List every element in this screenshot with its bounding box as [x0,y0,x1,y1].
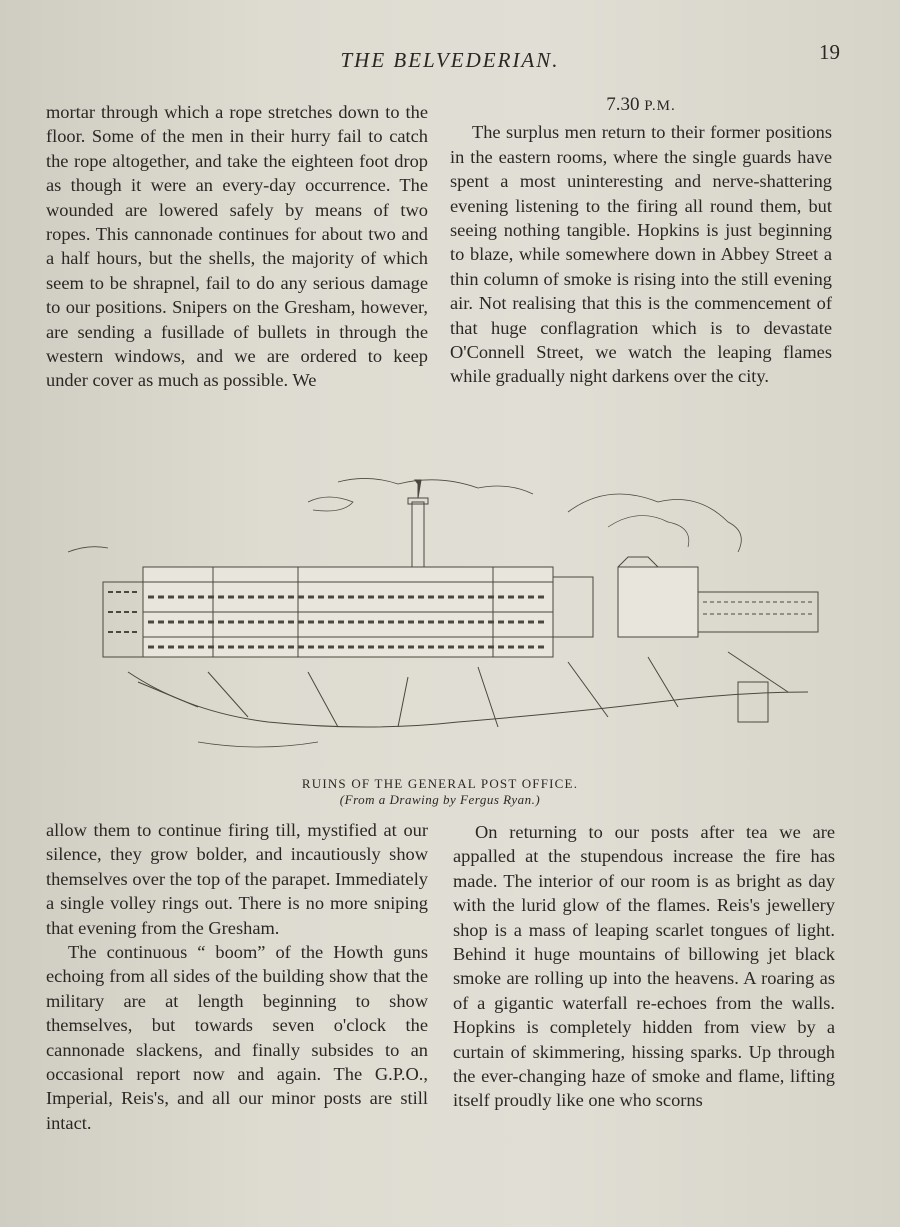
left-column-bottom [46,818,428,1135]
paragraph-continued: allow them to continue firing till, mystified at our silence, they grow bolder, and incautiously show themselves over the top of the parapet. Immediately a single volley rings out. There is no more sniping that evening from the Gresham. [46,820,428,938]
left-column-top [46,100,428,393]
running-title: THE BELVEDERIAN. [340,48,560,72]
paragraph: The continuous “ boom” of the Howth guns echoing from all sides of the building show that the military are at length beginning to show themselves, but towards seven o'clock the cannonade slackens, and finally subsides to an occasional report now and again. The G.P.O., Imperial, Reis's, and all our minor posts are still intact. [46,942,428,1133]
gpo-ruins-drawing [48,472,848,772]
paragraph-continued: mortar through which a rope stretches down to the floor. Some of the men in their hurry fail to catch the rope altogether, and take the eighteen foot drop as though it were an every-day occurrence. The wounded are lowered safely by means of two ropes. This cannonade continues for about two and a half hours, but the shells, the majority of which seem to be shrapnel, fail to do any serious damage to our positions. Snipers on the Gresham, however, are sending a fusillade of bullets in through the western windows, and we are ordered to keep under cover as much as possible. We [46,102,428,391]
right-column-top [450,93,832,389]
caption-credit: (From a Drawing by Fergus Ryan.) [339,792,541,807]
page-number: 19 [819,40,840,64]
paragraph: The surplus men return to their former positions in the eastern rooms, where the single guards have spent a most uninteresting and nerve-shattering evening listening to the firing all round them, but seeing nothing tangible. Hopkins is just beginning to blaze, while somewhere down in Abbey Street a thin column of smoke is rising into the still evening air. Not realising that this is the commencement of that huge conflagration which is to devastate O'Connell Street, we watch the leaping flames while gradually night darkens over the city. [450,122,832,387]
time-value: 7.30 [606,94,640,115]
time-heading [450,93,832,118]
right-column-bottom [453,820,835,1113]
time-suffix: P.M. [644,98,676,114]
paragraph: On returning to our posts after tea we are appalled at the stupendous increase the fire has made. The interior of our room is as bright as day with the lurid glow of the flames. Reis's jewellery shop is a mass of leaping scarlet tongues of light. Behind it huge mountains of billowing jet black smoke are rolling up into the heavens. A roaring as of a gigantic waterfall re-echoes from the walls. Hopkins is completely hidden from view by a curtain of skimmering, hissing sparks. Up through the ever-changing haze of smoke and flame, lifting itself proudly like one who scorns [453,822,835,1111]
page-header [0,40,900,76]
illustration-caption [0,776,880,808]
caption-title: RUINS OF THE GENERAL POST OFFICE. [301,776,579,791]
